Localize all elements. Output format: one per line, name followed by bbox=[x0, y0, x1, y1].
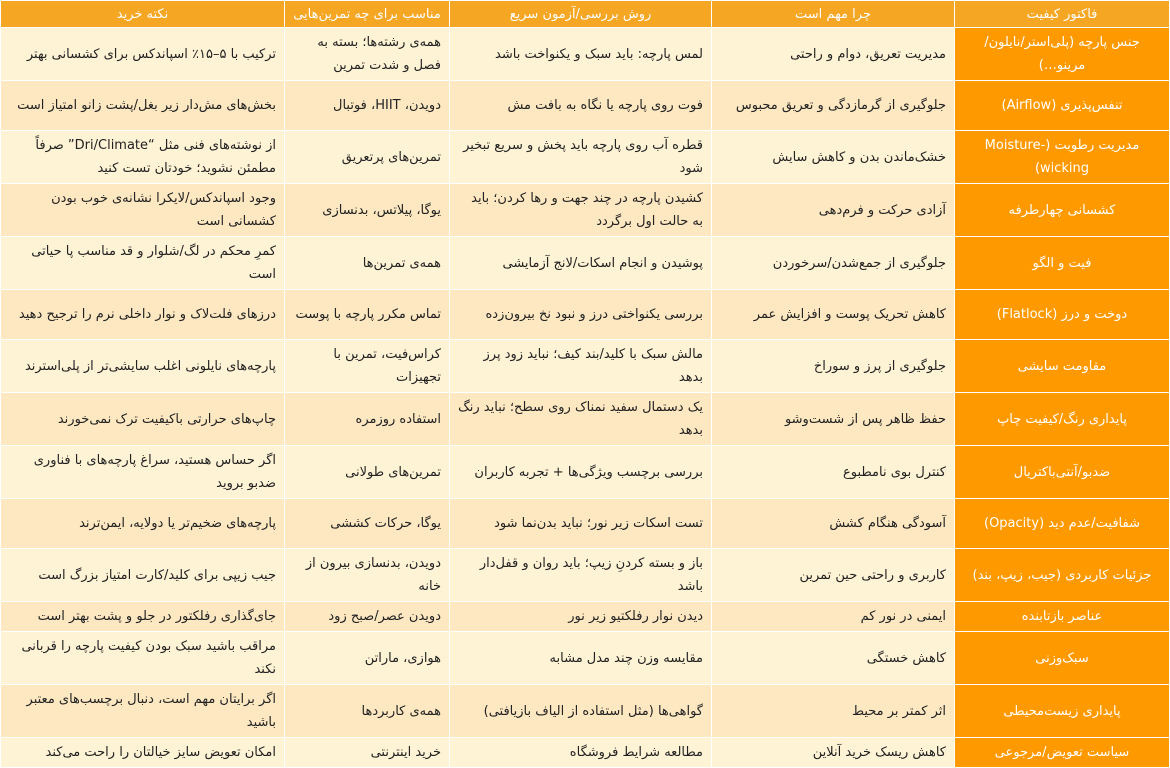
workouts-cell: یوگا، پیلاتس، بدنسازی bbox=[285, 184, 450, 237]
table-row bbox=[1, 131, 1170, 184]
workouts-cell: تمرین‌های طولانی bbox=[285, 446, 450, 499]
importance-cell: اثر کمتر بر محیط bbox=[712, 685, 955, 738]
header-quality-factor: فاکتور کیفیت bbox=[955, 1, 1170, 28]
table-row bbox=[1, 184, 1170, 237]
factor-cell: فیت و الگو bbox=[955, 237, 1170, 290]
test-cell: مقایسه وزن چند مدل مشابه bbox=[450, 632, 712, 685]
header-why-important: چرا مهم است bbox=[712, 1, 955, 28]
factor-cell: سبک‌وزنی bbox=[955, 632, 1170, 685]
workouts-cell: تمرین‌های پرتعریق bbox=[285, 131, 450, 184]
table-row bbox=[1, 602, 1170, 632]
tip-cell: پارچه‌های ضخیم‌تر یا دولایه، ایمن‌ترند bbox=[1, 499, 285, 549]
test-cell: یک دستمال سفید نمناک روی سطح؛ نباید رنگ بدهد bbox=[450, 393, 712, 446]
test-cell: گواهی‌ها (مثل استفاده از الیاف بازیافتی) bbox=[450, 685, 712, 738]
header-quick-test: روش بررسی/آزمون سریع bbox=[450, 1, 712, 28]
table-row bbox=[1, 738, 1170, 768]
workouts-cell: دویدن، HIIT، فوتبال bbox=[285, 81, 450, 131]
tip-cell: اگر حساس هستید، سراغ پارچه‌های با فناوری ضدبو بروید bbox=[1, 446, 285, 499]
table-row bbox=[1, 28, 1170, 81]
tip-cell: بخش‌های مش‌دار زیر بغل/پشت زانو امتیاز است bbox=[1, 81, 285, 131]
importance-cell: کاهش ریسک خرید آنلاین bbox=[712, 738, 955, 768]
table-row bbox=[1, 632, 1170, 685]
tip-cell: ترکیب با ۵–۱۵٪ اسپاندکس برای کشسانی بهتر bbox=[1, 28, 285, 81]
test-cell: پوشیدن و انجام اسکات/لانج آزمایشی bbox=[450, 237, 712, 290]
table-row bbox=[1, 446, 1170, 499]
importance-cell: جلوگیری از گرمازدگی و تعریق محبوس bbox=[712, 81, 955, 131]
importance-cell: کاربری و راحتی حین تمرین bbox=[712, 549, 955, 602]
test-cell: کشیدن پارچه در چند جهت و رها کردن؛ باید به حالت اول برگردد bbox=[450, 184, 712, 237]
workouts-cell: همه‌ی رشته‌ها؛ بسته به فصل و شدت تمرین bbox=[285, 28, 450, 81]
test-cell: مالش سبک با کلید/بند کیف؛ نباید زود پرز بدهد bbox=[450, 340, 712, 393]
table-row bbox=[1, 499, 1170, 549]
table-row bbox=[1, 81, 1170, 131]
test-cell: فوت روی پارچه یا نگاه به بافت مش bbox=[450, 81, 712, 131]
workouts-cell: تماس مکرر پارچه با پوست bbox=[285, 290, 450, 340]
importance-cell: حفظ ظاهر پس از شست‌وشو bbox=[712, 393, 955, 446]
workouts-cell: استفاده روزمره bbox=[285, 393, 450, 446]
importance-cell: خشک‌ماندن بدن و کاهش سایش bbox=[712, 131, 955, 184]
table-row bbox=[1, 549, 1170, 602]
table-header-row bbox=[1, 1, 1170, 28]
importance-cell: مدیریت تعریق، دوام و راحتی bbox=[712, 28, 955, 81]
tip-cell: کمرِ محکم در لگ/شلوار و قد مناسب پا حیاتی است bbox=[1, 237, 285, 290]
factor-cell: تنفس‌پذیری (Airflow) bbox=[955, 81, 1170, 131]
factor-cell: مقاومت سایشی bbox=[955, 340, 1170, 393]
workouts-cell: کراس‌فیت، تمرین با تجهیزات bbox=[285, 340, 450, 393]
tip-cell: جای‌گذاری رفلکتور در جلو و پشت بهتر است bbox=[1, 602, 285, 632]
test-cell: باز و بسته کردنِ زیپ؛ باید روان و قفل‌دار باشد bbox=[450, 549, 712, 602]
tip-cell: مراقب باشید سبک بودن کیفیت پارچه را قربانی نکند bbox=[1, 632, 285, 685]
table-row bbox=[1, 685, 1170, 738]
table-row bbox=[1, 393, 1170, 446]
workouts-cell: خرید اینترنتی bbox=[285, 738, 450, 768]
table-row bbox=[1, 237, 1170, 290]
factor-cell: شفافیت/عدم دید (Opacity) bbox=[955, 499, 1170, 549]
importance-cell: آزادی حرکت و فرم‌دهی bbox=[712, 184, 955, 237]
test-cell: دیدن نوار رفلکتیو زیر نور bbox=[450, 602, 712, 632]
importance-cell: آسودگی هنگام کشش bbox=[712, 499, 955, 549]
tip-cell: درزهای فلت‌لاک و نوار داخلی نرم را ترجیح دهید bbox=[1, 290, 285, 340]
workouts-cell: همه‌ی کاربردها bbox=[285, 685, 450, 738]
test-cell: تست اسکات زیر نور؛ نباید بدن‌نما شود bbox=[450, 499, 712, 549]
factor-cell: عناصر بازتابنده bbox=[955, 602, 1170, 632]
importance-cell: کاهش تحریک پوست و افزایش عمر bbox=[712, 290, 955, 340]
tip-cell: چاپ‌های حرارتی باکیفیت ترک نمی‌خورند bbox=[1, 393, 285, 446]
factor-cell: ضدبو/آنتی‌باکتریال bbox=[955, 446, 1170, 499]
workouts-cell: دویدن، بدنسازی بیرون از خانه bbox=[285, 549, 450, 602]
tip-cell: وجود اسپاندکس/لایکرا نشانه‌ی خوب بودن کشسانی است bbox=[1, 184, 285, 237]
factor-cell: سیاست تعویض/مرجوعی bbox=[955, 738, 1170, 768]
importance-cell: کنترل بوی نامطبوع bbox=[712, 446, 955, 499]
test-cell: مطالعه شرایط فروشگاه bbox=[450, 738, 712, 768]
test-cell: لمس پارچه: باید سبک و یکنواخت باشد bbox=[450, 28, 712, 81]
factor-cell: کشسانی چهارطرفه bbox=[955, 184, 1170, 237]
importance-cell: ایمنی در نور کم bbox=[712, 602, 955, 632]
tip-cell: امکان تعویض سایز خیالتان را راحت می‌کند bbox=[1, 738, 285, 768]
table-row bbox=[1, 290, 1170, 340]
header-buying-tip: نکته خرید bbox=[1, 1, 285, 28]
test-cell: بررسی یکنواختی درز و نبود نخ بیرون‌زده bbox=[450, 290, 712, 340]
header-suitable-workouts: مناسب برای چه تمرین‌هایی bbox=[285, 1, 450, 28]
tip-cell: اگر برایتان مهم است، دنبال برچسب‌های معتبر باشید bbox=[1, 685, 285, 738]
importance-cell: جلوگیری از پرز و سوراخ bbox=[712, 340, 955, 393]
workouts-cell: همه‌ی تمرین‌ها bbox=[285, 237, 450, 290]
tip-cell: جیب زیپی برای کلید/کارت امتیاز بزرگ است bbox=[1, 549, 285, 602]
test-cell: قطره آب روی پارچه باید پخش و سریع تبخیر شود bbox=[450, 131, 712, 184]
tip-cell: از نوشته‌های فنی مثل “Dri/Climate” صرفاً مطمئن نشوید؛ خودتان تست کنید bbox=[1, 131, 285, 184]
table-row bbox=[1, 340, 1170, 393]
factor-cell: دوخت و درز (Flatlock) bbox=[955, 290, 1170, 340]
importance-cell: جلوگیری از جمع‌شدن/سرخوردن bbox=[712, 237, 955, 290]
workouts-cell: یوگا، حرکات کششی bbox=[285, 499, 450, 549]
tip-cell: پارچه‌های نایلونی اغلب سایشی‌تر از پلی‌استرند bbox=[1, 340, 285, 393]
factor-cell: مدیریت رطوبت (Moisture-wicking) bbox=[955, 131, 1170, 184]
workouts-cell: هوازی، ماراتن bbox=[285, 632, 450, 685]
workouts-cell: دویدن عصر/صبح زود bbox=[285, 602, 450, 632]
factor-cell: جزئیات کاربردی (جیب، زیپ، بند) bbox=[955, 549, 1170, 602]
test-cell: بررسی برچسب ویژگی‌ها + تجربه کاربران bbox=[450, 446, 712, 499]
factor-cell: پایداری زیست‌محیطی bbox=[955, 685, 1170, 738]
factor-cell: پایداری رنگ/کیفیت چاپ bbox=[955, 393, 1170, 446]
importance-cell: کاهش خستگی bbox=[712, 632, 955, 685]
factor-cell: جنس پارچه (پلی‌استر/نایلون/مرینو…) bbox=[955, 28, 1170, 81]
